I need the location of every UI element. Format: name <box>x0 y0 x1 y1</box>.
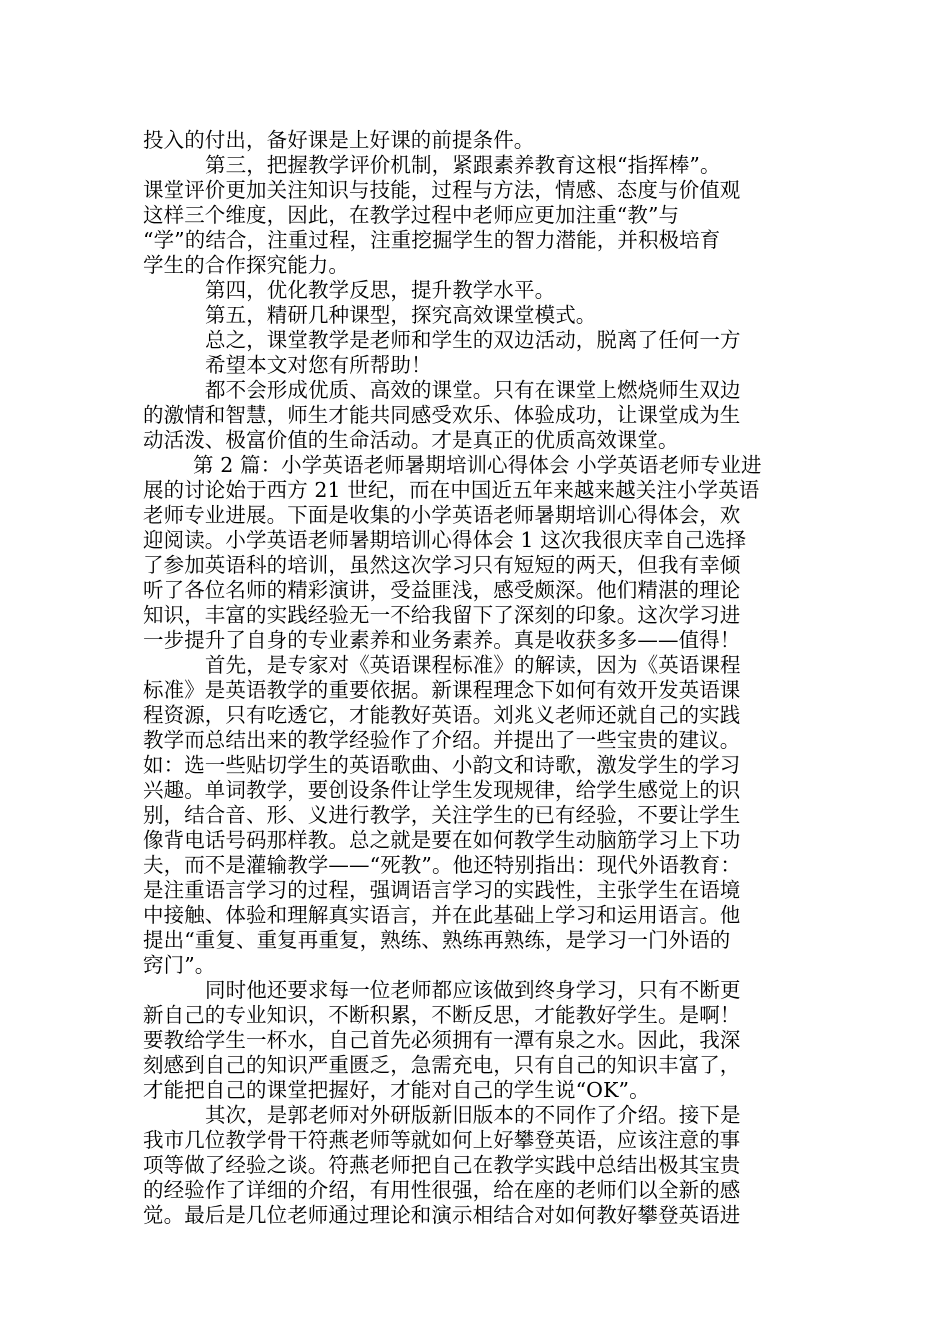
text-line: 第四，优化教学反思，提升教学水平。 <box>205 278 556 302</box>
text-line: 是注重语言学习的过程，强调语言学习的实践性，主张学生在语境 <box>143 878 741 902</box>
text-line: 刻感到自己的知识严重匮乏，急需充电，只有自己的知识丰富了， <box>143 1053 741 1077</box>
text-line: 如：选一些贴切学生的英语歌曲、小韵文和诗歌，激发学生的学习 <box>143 753 741 777</box>
text-line: 兴趣。单词教学，要创设条件让学生发现规律，给学生感觉上的识 <box>143 778 741 802</box>
text-line: 才能把自己的课堂把握好，才能对自己的学生说“OK”。 <box>143 1078 650 1102</box>
text-line: 新自己的专业知识，不断积累，不断反思，才能教好学生。是啊！ <box>143 1003 741 1027</box>
text-line: 像背电话号码那样教。总之就是要在如何教学生动脑筋学习上下功 <box>143 828 741 852</box>
text-line: “学”的结合，注重过程，注重挖掘学生的智力潜能，并积极培育 <box>143 228 721 252</box>
text-line: 要教给学生一杯水，自己首先必须拥有一潭有泉之水。因此，我深 <box>143 1028 741 1052</box>
text-line: 课堂评价更加关注知识与技能，过程与方法，情感、态度与价值观 <box>143 178 741 202</box>
text-line: 中接触、体验和理解真实语言，并在此基础上学习和运用语言。他 <box>143 903 741 927</box>
text-line: 这样三个维度，因此，在教学过程中老师应更加注重“教”与 <box>143 203 680 227</box>
text-line: 觉。最后是几位老师通过理论和演示相结合对如何教好攀登英语进 <box>143 1203 741 1227</box>
text-line: 提出“重复、重复再重复，熟练、熟练再熟练，是学习一门外语的 <box>143 928 731 952</box>
text-line: 第 2 篇：小学英语老师暑期培训心得体会 小学英语老师专业进 <box>193 453 762 477</box>
text-line: 迎阅读。小学英语老师暑期培训心得体会 1 这次我很庆幸自己选择 <box>143 528 747 552</box>
text-line: 其次，是郭老师对外研版新旧版本的不同作了介绍。接下是 <box>205 1103 741 1127</box>
text-line: 窍门”。 <box>143 953 216 977</box>
text-line: 展的讨论始于西方 21 世纪，而在中国近五年来越来越关注小学英语 <box>143 478 760 502</box>
text-line: 同时他还要求每一位老师都应该做到终身学习，只有不断更 <box>205 978 741 1002</box>
text-line: 总之，课堂教学是老师和学生的双边活动，脱离了任何一方 <box>205 328 741 352</box>
text-line: 首先，是专家对《英语课程标准》的解读，因为《英语课程 <box>205 653 741 677</box>
text-line: 知识，丰富的实践经验无一不给我留下了深刻的印象。这次学习进 <box>143 603 741 627</box>
text-line: 第三，把握教学评价机制，紧跟素养教育这根“指挥棒”。 <box>205 153 721 177</box>
text-line: 老师专业进展。下面是收集的小学英语老师暑期培训心得体会，欢 <box>143 503 741 527</box>
text-line: 学生的合作探究能力。 <box>143 253 349 277</box>
text-line: 一步提升了自身的专业素养和业务素养。真是收获多多——值得！ <box>143 628 741 652</box>
text-line: 的激情和智慧，师生才能共同感受欢乐、体验成功，让课堂成为生 <box>143 403 741 427</box>
text-line: 都不会形成优质、高效的课堂。只有在课堂上燃烧师生双边 <box>205 378 741 402</box>
text-line: 别，结合音、形、义进行教学，关注学生的已有经验，不要让学生 <box>143 803 741 827</box>
text-line: 的经验作了详细的介绍，有用性很强，给在座的老师们以全新的感 <box>143 1178 741 1202</box>
text-line: 了参加英语科的培训，虽然这次学习只有短短的两天，但我有幸倾 <box>143 553 741 577</box>
text-line: 夫，而不是灌输教学——“死教”。他还特别指出：现代外语教育： <box>143 853 741 877</box>
text-line: 项等做了经验之谈。符燕老师把自己在教学实践中总结出极其宝贵 <box>143 1153 741 1177</box>
text-line: 投入的付出，备好课是上好课的前提条件。 <box>143 128 535 152</box>
text-line: 我市几位教学骨干符燕老师等就如何上好攀登英语，应该注意的事 <box>143 1128 741 1152</box>
text-line: 希望本文对您有所帮助！ <box>205 353 432 377</box>
text-line: 第五，精研几种课型，探究高效课堂模式。 <box>205 303 597 327</box>
text-line: 教学而总结出来的教学经验作了介绍。并提出了一些宝贵的建议。 <box>143 728 741 752</box>
text-line: 标准》是英语教学的重要依据。新课程理念下如何有效开发英语课 <box>143 678 741 702</box>
text-line: 程资源，只有吃透它，才能教好英语。刘兆义老师还就自己的实践 <box>143 703 741 727</box>
text-line: 动活泼、极富价值的生命活动。才是真正的优质高效课堂。 <box>143 428 679 452</box>
text-line: 听了各位名师的精彩演讲，受益匪浅，感受颇深。他们精湛的理论 <box>143 578 741 602</box>
